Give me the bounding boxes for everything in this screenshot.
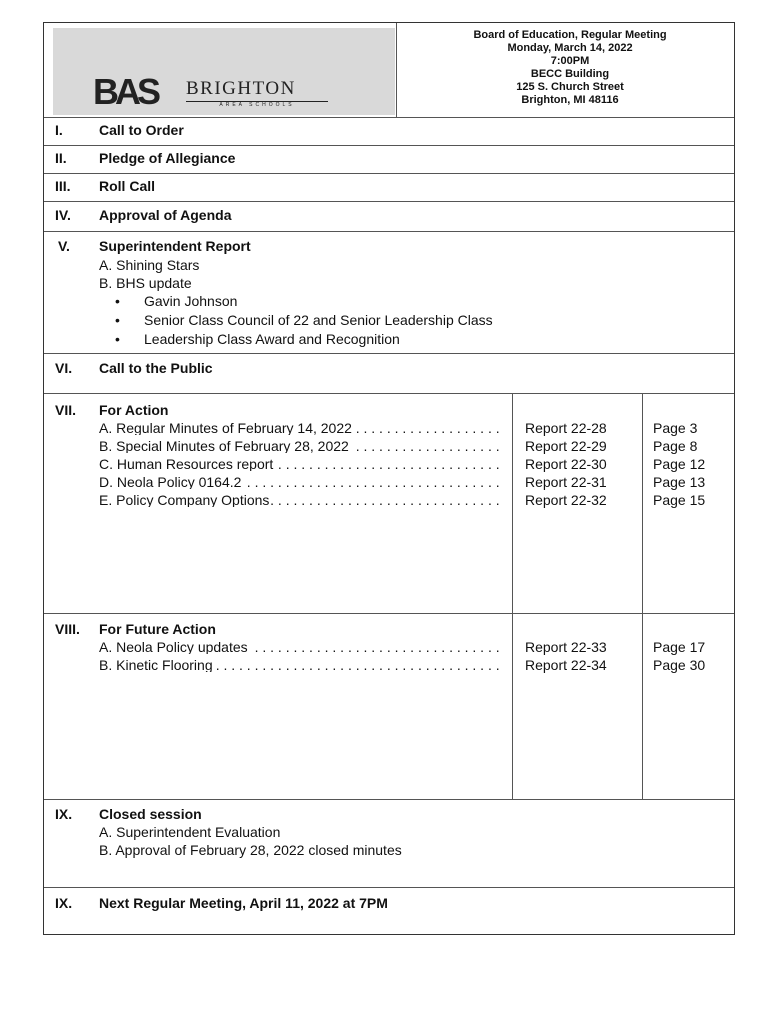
meeting-time: 7:00PM bbox=[550, 55, 590, 67]
page-column-divider bbox=[642, 393, 643, 799]
section-number: IX. bbox=[55, 806, 73, 822]
section-title: For Future Action bbox=[99, 621, 216, 637]
meeting-city: Brighton, MI 48116 bbox=[521, 94, 619, 106]
logo-panel bbox=[53, 28, 395, 115]
section-title: Closed session bbox=[99, 806, 202, 822]
page-number: Page 12 bbox=[653, 456, 706, 472]
action-item bbox=[99, 439, 502, 453]
future-action-item-label: A. Neola Policy updates bbox=[99, 640, 248, 654]
divider bbox=[44, 799, 734, 800]
action-item-label: A. Regular Minutes of February 14, 2022 bbox=[99, 421, 352, 435]
report-number: Report 22-33 bbox=[525, 639, 607, 655]
divider bbox=[44, 231, 734, 232]
action-item bbox=[99, 475, 502, 489]
divider bbox=[44, 613, 734, 614]
section-title: Call to Order bbox=[99, 122, 184, 138]
agenda-item: B. BHS update bbox=[99, 275, 192, 291]
section-title: Approval of Agenda bbox=[99, 207, 232, 223]
future-action-item-label: B. Kinetic Flooring bbox=[99, 658, 213, 672]
bullet-item bbox=[119, 332, 400, 346]
bullet-item bbox=[119, 313, 493, 327]
page-number: Page 30 bbox=[653, 657, 706, 673]
report-number: Report 22-29 bbox=[525, 438, 607, 454]
section-title: Roll Call bbox=[99, 178, 156, 194]
page-number: Page 8 bbox=[653, 438, 698, 454]
section-title: Next Regular Meeting, April 11, 2022 at 7PM bbox=[99, 895, 388, 911]
header-column-divider bbox=[396, 23, 397, 117]
section-number: VIII. bbox=[55, 621, 80, 637]
bullet-item bbox=[119, 294, 237, 308]
action-item-label: D. Neola Policy 0164.2 bbox=[99, 475, 242, 489]
future-action-item bbox=[99, 640, 502, 654]
agenda-frame bbox=[43, 22, 735, 935]
page-number: Page 13 bbox=[653, 474, 706, 490]
logo-subtitle: AREA SCHOOLS bbox=[219, 102, 295, 108]
divider bbox=[44, 887, 734, 888]
section-number: IX. bbox=[55, 895, 73, 911]
divider bbox=[44, 353, 734, 354]
divider bbox=[44, 145, 734, 146]
action-item bbox=[99, 493, 502, 507]
report-number: Report 22-34 bbox=[525, 657, 607, 673]
section-title: Call to the Public bbox=[99, 360, 213, 376]
action-item bbox=[99, 421, 502, 435]
meeting-street: 125 S. Church Street bbox=[516, 81, 624, 93]
meeting-date: Monday, March 14, 2022 bbox=[507, 42, 633, 54]
section-number: V. bbox=[58, 238, 70, 254]
section-number: I. bbox=[55, 122, 63, 138]
divider bbox=[44, 173, 734, 174]
agenda-item: A. Shining Stars bbox=[99, 257, 200, 273]
section-number: III. bbox=[55, 178, 71, 194]
action-item bbox=[99, 457, 502, 471]
agenda-item: A. Superintendent Evaluation bbox=[99, 824, 281, 840]
bullet-text: Gavin Johnson bbox=[144, 293, 238, 309]
section-title: Superintendent Report bbox=[99, 238, 251, 254]
action-item-label: B. Special Minutes of February 28, 2022 bbox=[99, 439, 349, 453]
future-action-item bbox=[99, 658, 502, 672]
section-number: IV. bbox=[55, 207, 71, 223]
logo-wordmark: BRIGHTON bbox=[186, 78, 296, 99]
section-number: VI. bbox=[55, 360, 73, 376]
page-number: Page 17 bbox=[653, 639, 706, 655]
report-number: Report 22-28 bbox=[525, 420, 607, 436]
page-number: Page 15 bbox=[653, 492, 706, 508]
report-column-divider bbox=[512, 393, 513, 799]
section-number: VII. bbox=[55, 402, 77, 418]
section-title: Pledge of Allegiance bbox=[99, 150, 236, 166]
action-item-label: C. Human Resources report bbox=[99, 457, 274, 471]
report-number: Report 22-30 bbox=[525, 456, 607, 472]
logo-mark: BAS bbox=[93, 71, 158, 112]
section-title: For Action bbox=[99, 402, 169, 418]
bullet-text: Senior Class Council of 22 and Senior Leadership Class bbox=[144, 312, 493, 328]
meeting-info bbox=[439, 29, 701, 107]
divider bbox=[44, 201, 734, 202]
agenda-item: B. Approval of February 28, 2022 closed minutes bbox=[99, 842, 402, 858]
page-number: Page 3 bbox=[653, 420, 698, 436]
action-item-label: E. Policy Company Options bbox=[99, 493, 270, 507]
divider bbox=[44, 393, 734, 394]
meeting-building: BECC Building bbox=[530, 68, 610, 80]
meeting-title: Board of Education, Regular Meeting bbox=[473, 29, 667, 41]
bullet-text: Leadership Class Award and Recognition bbox=[144, 331, 400, 347]
section-number: II. bbox=[55, 150, 67, 166]
divider bbox=[44, 117, 734, 118]
report-number: Report 22-31 bbox=[525, 474, 607, 490]
report-number: Report 22-32 bbox=[525, 492, 607, 508]
